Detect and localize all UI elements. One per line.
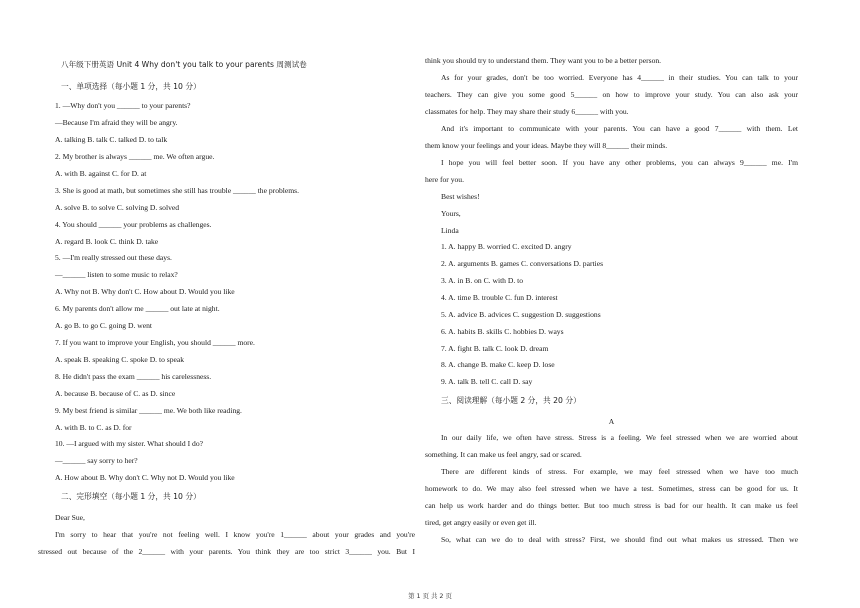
cloze-options-line: 9. A. talk B. tell C. call D. say <box>441 377 533 386</box>
cloze-options-line: 4. A. time B. trouble C. fun D. interest <box>441 293 558 302</box>
options-line: A. regard B. look C. think D. take <box>55 237 159 246</box>
reading-paragraph-line: tired, get angry easily or even get ill. <box>425 518 537 527</box>
options-line: A. talking B. talk C. talked D. to talk <box>55 135 168 144</box>
options-line: A. because B. because of C. as D. since <box>55 389 176 398</box>
cloze-options-line: 6. A. habits B. skills C. hobbies D. ways <box>441 327 564 336</box>
question-line: 2. My brother is always ______ me. We often argue. <box>55 152 215 161</box>
options-line: A. How about B. Why don't C. Why not D. Would you like <box>55 473 235 482</box>
question-line: 9. My best friend is similar ______ me. We both like reading. <box>55 406 242 415</box>
question-line: 1. —Why don't you ______ to your parents? <box>55 101 191 110</box>
reading-paragraph-line: something. It can make us feel angry, sad or scared. <box>425 450 582 459</box>
reading-paragraph-line: homework to do. We may also feel stressed when we have a test. Sometimes, stress can be good for us. It <box>425 484 798 493</box>
reading-paragraph-line: So, what can we do to deal with stress? First, we should find out what makes us stressed. Then we <box>441 535 798 544</box>
cloze-options-line: 1. A. happy B. worried C. excited D. angry <box>441 242 572 251</box>
cloze-options-line: 7. A. fight B. talk C. look D. dream <box>441 344 549 353</box>
section-heading-reading: 三、阅读理解（每小题 2 分，共 20 分） <box>441 396 581 405</box>
options-line: A. solve B. to solve C. solving D. solved <box>55 203 180 212</box>
letter-signature: Linda <box>441 226 459 235</box>
question-line: 8. He didn't pass the exam ______ his carelessness. <box>55 372 212 381</box>
cloze-paragraph-line: them know your feelings and your ideas. Maybe they will 8______ their minds. <box>425 141 668 150</box>
question-line: 4. You should ______ your problems as challenges. <box>55 220 212 229</box>
cloze-options-line: 8. A. change B. make C. keep D. lose <box>441 360 555 369</box>
letter-salutation: Dear Sue, <box>55 513 85 522</box>
cloze-paragraph-line: I hope you will feel better soon. If you have any other problems, you can always 9______ me. I'm <box>441 158 798 167</box>
page-title: 八年级下册英语 Unit 4 Why don't you talk to your parents 周测试卷 <box>61 60 307 69</box>
question-line: —______ listen to some music to relax? <box>55 270 178 279</box>
question-line: —______ say sorry to her? <box>55 456 138 465</box>
cloze-options-line: 3. A. in B. on C. with D. to <box>441 276 524 285</box>
options-line: A. with B. against C. for D. at <box>55 169 147 178</box>
cloze-paragraph-line: here for you. <box>425 175 465 184</box>
cloze-options-line: 5. A. advice B. advices C. suggestion D. suggestions <box>441 310 601 319</box>
options-line: A. with B. to C. as D. for <box>55 423 132 432</box>
question-line: —Because I'm afraid they will be angry. <box>55 118 178 127</box>
cloze-paragraph-line: classmates for help. They may share their study 6______ with you. <box>425 107 629 116</box>
section-heading-cloze: 二、完形填空（每小题 1 分，共 10 分） <box>61 492 201 501</box>
options-line: A. go B. to go C. going D. went <box>55 321 153 330</box>
question-line: 7. If you want to improve your English, you should ______ more. <box>55 338 255 347</box>
passage-label: A <box>608 417 615 426</box>
cloze-paragraph-line: As for your grades, don't be too worried. Everyone has 4______ in their studies. You can talk to your <box>441 73 798 82</box>
question-line: 5. —I'm really stressed out these days. <box>55 253 172 262</box>
cloze-paragraph-line: teachers. They can give you some good 5______ on how to improve your study. You can also ask your <box>425 90 798 99</box>
options-line: A. Why not B. Why don't C. How about D. Would you like <box>55 287 235 296</box>
reading-paragraph-line: can help us work harder and do things better. But too much stress is bad for our health. It can make us feel <box>425 501 798 510</box>
cloze-paragraph-line: stressed out because of the 2______ with your parents. You think they are too strict 3______ you. But I <box>38 547 415 556</box>
letter-closing: Best wishes! <box>441 192 480 201</box>
cloze-paragraph-line: And it's important to communicate with your parents. You can have a good 7______ with them. Let <box>441 124 798 133</box>
question-line: 3. She is good at math, but sometimes she still has trouble ______ the problems. <box>55 186 300 195</box>
cloze-options-line: 2. A. arguments B. games C. conversations D. parties <box>441 259 604 268</box>
options-line: A. speak B. speaking C. spoke D. to speak <box>55 355 185 364</box>
question-line: 10. —I argued with my sister. What should I do? <box>55 439 203 448</box>
page-footer: 第 1 页 共 2 页 <box>408 592 452 600</box>
cloze-paragraph-line: I'm sorry to hear that you're not feeling well. I know you're 1______ about your grades and you're <box>55 530 415 539</box>
reading-paragraph-line: There are different kinds of stress. For example, we may feel stressed when we have too much <box>441 467 798 476</box>
letter-closing: Yours, <box>441 209 461 218</box>
section-heading-single-choice: 一、单项选择（每小题 1 分，共 10 分） <box>61 82 201 91</box>
reading-paragraph-line: In our daily life, we often have stress. Stress is a feeling. We feel stressed when we are worried about <box>441 433 798 442</box>
cloze-paragraph-line: think you should try to understand them. They want you to be a better person. <box>425 56 662 65</box>
question-line: 6. My parents don't allow me ______ out late at night. <box>55 304 220 313</box>
